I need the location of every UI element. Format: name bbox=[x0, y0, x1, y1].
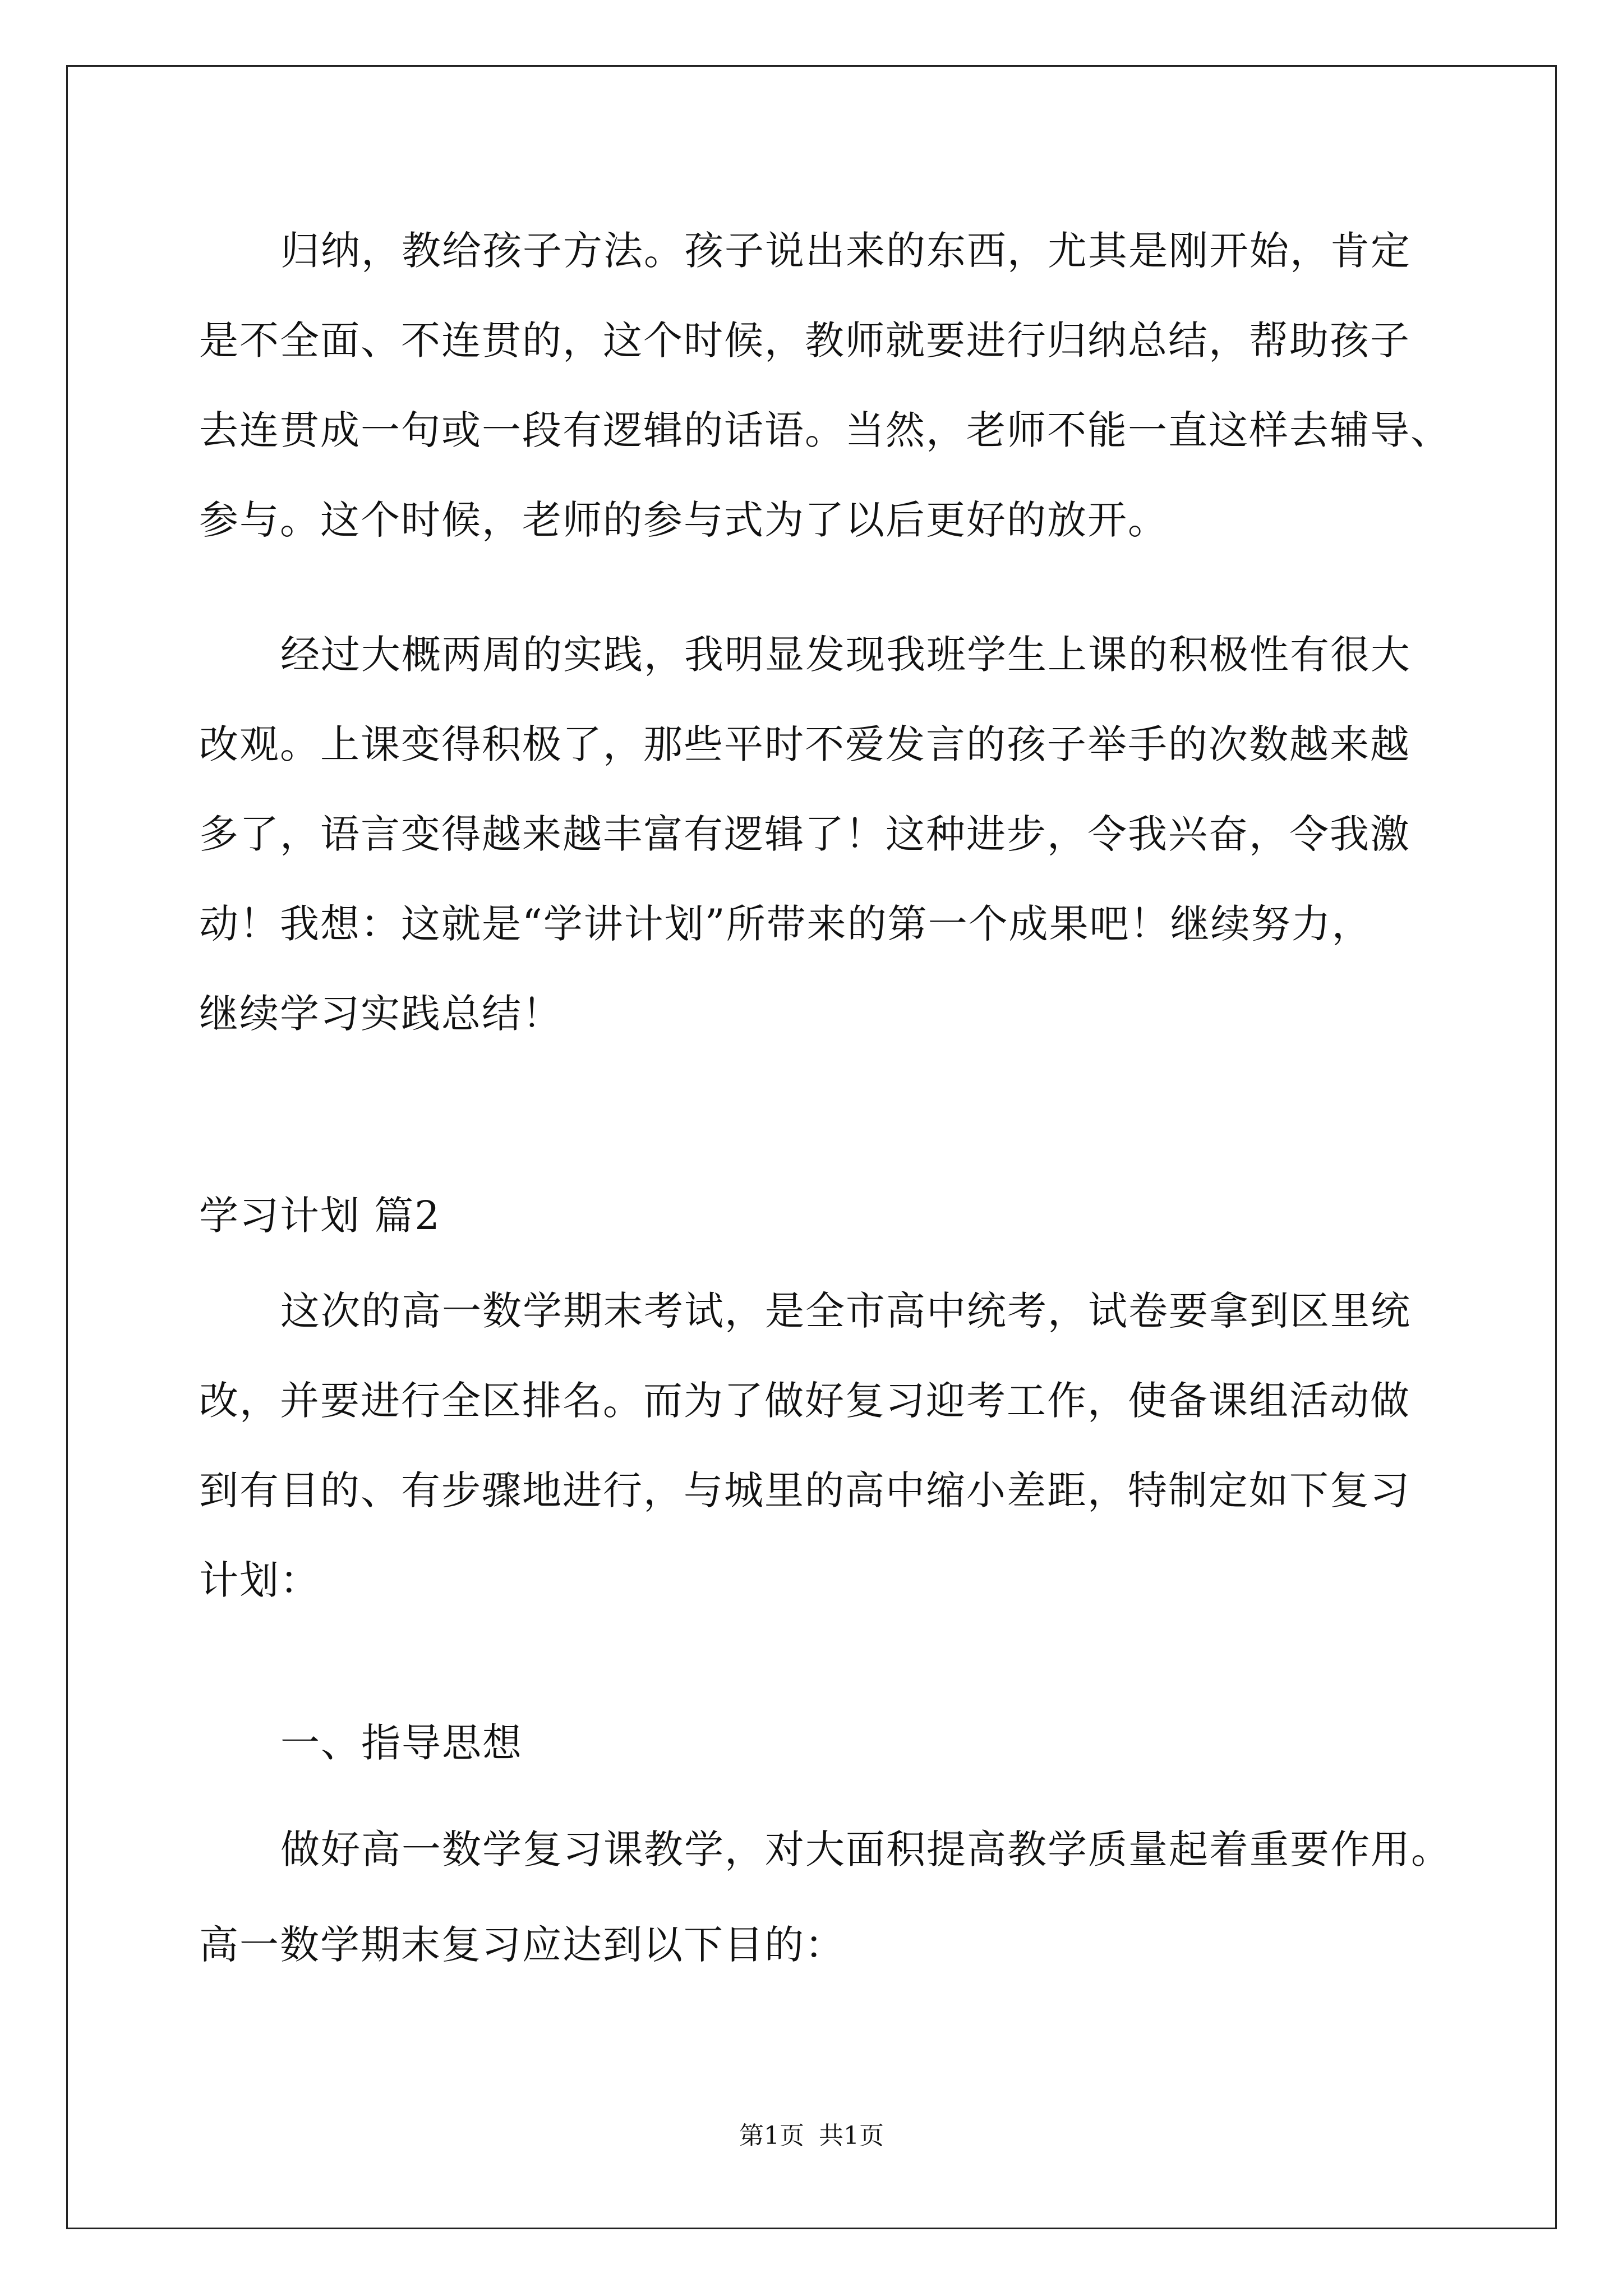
section-heading: 学习计划 篇2 bbox=[199, 1193, 441, 1239]
paragraph-line: 是不全面、不连贯的，这个时候，教师就要进行归纳总结，帮助孩子 bbox=[199, 318, 1410, 364]
paragraph-line: 继续学习实践总结！ bbox=[199, 991, 562, 1037]
paragraph-line: 改观。上课变得积极了，那些平时不爱发言的孩子举手的次数越来越 bbox=[199, 721, 1410, 767]
paragraph-line: 到有目的、有步骤地进行，与城里的高中缩小差距，特制定如下复习 bbox=[199, 1467, 1410, 1513]
paragraph-line: 动！我想：这就是“学讲计划”所带来的第一个成果吧！继续努力， bbox=[199, 901, 1372, 947]
paragraph-line: 高一数学期末复习应达到以下目的： bbox=[199, 1922, 845, 1968]
paragraph-line: 多了，语言变得越来越丰富有逻辑了！这种进步，令我兴奋，令我激 bbox=[199, 811, 1410, 857]
paragraph-line: 这次的高一数学期末考试，是全市高中统考，试卷要拿到区里统 bbox=[280, 1288, 1411, 1334]
paragraph-line: 计划： bbox=[199, 1557, 320, 1603]
paragraph-line: 参与。这个时候，老师的参与式为了以后更好的放开。 bbox=[199, 497, 1168, 543]
paragraph-line: 归纳，教给孩子方法。孩子说出来的东西，尤其是刚开始，肯定 bbox=[280, 228, 1411, 274]
paragraph-line: 做好高一数学复习课教学，对大面积提高教学质量起着重要作用。 bbox=[280, 1826, 1451, 1872]
page-border bbox=[66, 65, 1557, 2229]
page-total: 共1页 bbox=[819, 2122, 884, 2150]
page-number: 第1页 bbox=[739, 2122, 804, 2150]
subheading: 一、指导思想 bbox=[280, 1720, 523, 1766]
page-footer bbox=[0, 2120, 1623, 2152]
paragraph-line: 去连贯成一句或一段有逻辑的话语。当然，老师不能一直这样去辅导、 bbox=[199, 407, 1451, 453]
paragraph-line: 改，并要进行全区排名。而为了做好复习迎考工作，使备课组活动做 bbox=[199, 1378, 1410, 1424]
paragraph-line: 经过大概两周的实践，我明显发现我班学生上课的积极性有很大 bbox=[280, 632, 1411, 678]
